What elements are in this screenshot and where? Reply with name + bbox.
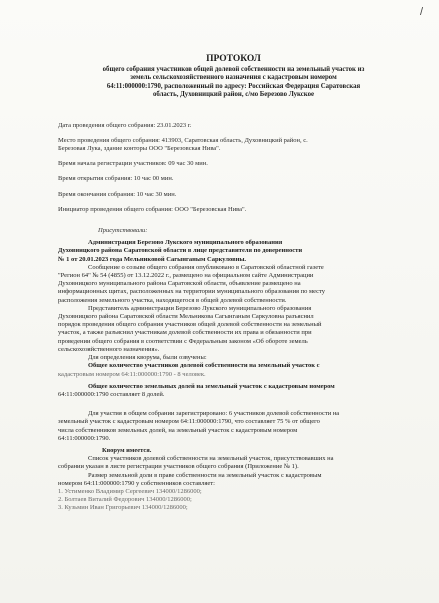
- registered-block: [58, 410, 409, 443]
- representative-line: участок, а также разъяснил участникам долевой собственности их права и обязанности при: [58, 329, 312, 337]
- document-heading: [58, 66, 409, 100]
- administration-line: Администрация Березово Лукского муниципального образования: [88, 239, 283, 247]
- protocol-body: [58, 235, 409, 512]
- share-size-line: Размер земельной доли в праве собственности на земельный участок с кадастровым: [88, 471, 322, 479]
- registration-start: Время начала регистрации участников: 09 час 30 мин.: [58, 160, 208, 168]
- heading-line: земель сельскохозяйственного назначения с кадастровым номером: [130, 74, 337, 82]
- total-shares-line: Общее количество участников долевой собственности на земельный участок с: [88, 362, 320, 370]
- registered-line: Для участия в общем собрании зарегистрировано: 6 участников долевой собственности на: [88, 410, 340, 418]
- owner-item: 3. Кузьмин Иван Григорьевич 134000/1286000;: [58, 504, 188, 512]
- administration-line: Духовницкого района Саратовской области в лице представителя по доверенности: [58, 247, 303, 255]
- heading-line: общего собрания участников общей долевой собственности на земельный участок из: [102, 66, 365, 73]
- share-size-block: [58, 472, 409, 488]
- total-shares-block: [58, 362, 409, 378]
- quorum-intro: Для определения кворума, были озвучены:: [88, 354, 207, 362]
- corner-mark: /: [419, 6, 423, 18]
- list-intro-line: Список участников долевой собственности на земельный участок, присутствовавших на: [88, 455, 334, 463]
- quorum-exists: Кворум имеется.: [102, 446, 152, 454]
- meeting-place: [58, 137, 409, 145]
- representative-line: сельскохозяйственного назначения».: [58, 345, 160, 353]
- meeting-place-line: Место проведения общего собрания: 413903, Саратовская область, Духовницкий район, с.: [58, 136, 308, 144]
- share-size-line: номером 64:11:000000:1790 у собственников составляет:: [58, 479, 215, 487]
- list-intro-line: собрании указан в листе регистрации участников общего собрания (Приложение № 1).: [58, 463, 299, 471]
- owners-list: [58, 488, 409, 513]
- heading-line: область, Духовницкий район, с/мо Березово Лукское: [152, 91, 315, 99]
- representative-line: проведении общего собрания в соответствии с Федеральным законом «Об обороте земель: [58, 337, 308, 345]
- representative-block: [58, 305, 409, 354]
- meeting-details: [58, 122, 409, 214]
- total-lands-block: [58, 383, 409, 399]
- present-label: Присутствовали:: [98, 227, 148, 235]
- total-lands-line: 64:11:000000:1790 составляет 8 долей.: [58, 390, 165, 398]
- meeting-date: Дата проведения общего собрания: 23.01.2023 г.: [58, 121, 192, 129]
- initiator: Инициатор проведения общего собрания: ООО "Березовская Нива".: [58, 205, 247, 213]
- notice-line: информационных щитах, расположенных на территории муниципального образования по месту: [58, 288, 326, 296]
- list-intro-block: [58, 455, 409, 471]
- total-lands-line: Общее количество земельных долей на земельный участок с кадастровым номером: [88, 382, 335, 390]
- registered-line: числа собственников земельных долей, на земельный участок с кадастровым номером: [58, 426, 298, 434]
- opening-time: Время открытия собрания: 10 час 00 мин.: [58, 175, 174, 183]
- representative-line: Духовницкого района Саратовской области Мельникова Сагынганым Саркуловна разъяснил: [58, 313, 314, 321]
- representative-line: Представитель администрации Березово Лукского муниципального образования: [88, 304, 312, 312]
- owner-item: 2. Болтаев Виталий Федорович 134000/1286000;: [58, 496, 192, 504]
- notice-line: "Регион 64" № 54 (4855) от 13.12.2022 г., размещено на официальном сайте Администрации: [58, 272, 314, 280]
- administration-line: № 1 от 20.01.2023 года Мельниковой Сагынганым Саркуловны.: [58, 255, 247, 263]
- meeting-place-cont: Березовая Лука, здание конторы ООО "Березовская Нива".: [58, 145, 221, 153]
- closing-time: Время окончания собрания: 10 час 30 мин.: [58, 190, 177, 198]
- owner-item: 1. Устименко Владимир Сергеевич 134000/1286000;: [58, 487, 202, 495]
- notice-line: расположения земельного участка, находящегося в общей долевой собственности.: [58, 296, 287, 304]
- representative-line: порядок проведения общего собрания участников общей долевой собственности на земельный: [58, 321, 322, 329]
- registered-line: земельный участок с кадастровым номером 64:11:000000:1790, что составляет 75 % от общего: [58, 418, 320, 426]
- document-title: ПРОТОКОЛ: [206, 54, 261, 64]
- notice-line: Духовницкого муниципального района Саратовской области, объявление размещено на: [58, 280, 301, 288]
- heading-line: 64:11:000000:1790, расположенный по адресу: Российская Федерация Саратовская: [106, 82, 361, 90]
- total-shares-line: кадастровым номером 64:11:000000:1790 - 8 человек.: [58, 370, 206, 378]
- registered-line: 64:11:000000:1790.: [58, 434, 111, 442]
- administration-block: [58, 239, 409, 264]
- notice-block: [58, 264, 409, 305]
- notice-line: Сообщение о созыве общего собрания опубликовано в Саратовской областной газете: [88, 263, 324, 271]
